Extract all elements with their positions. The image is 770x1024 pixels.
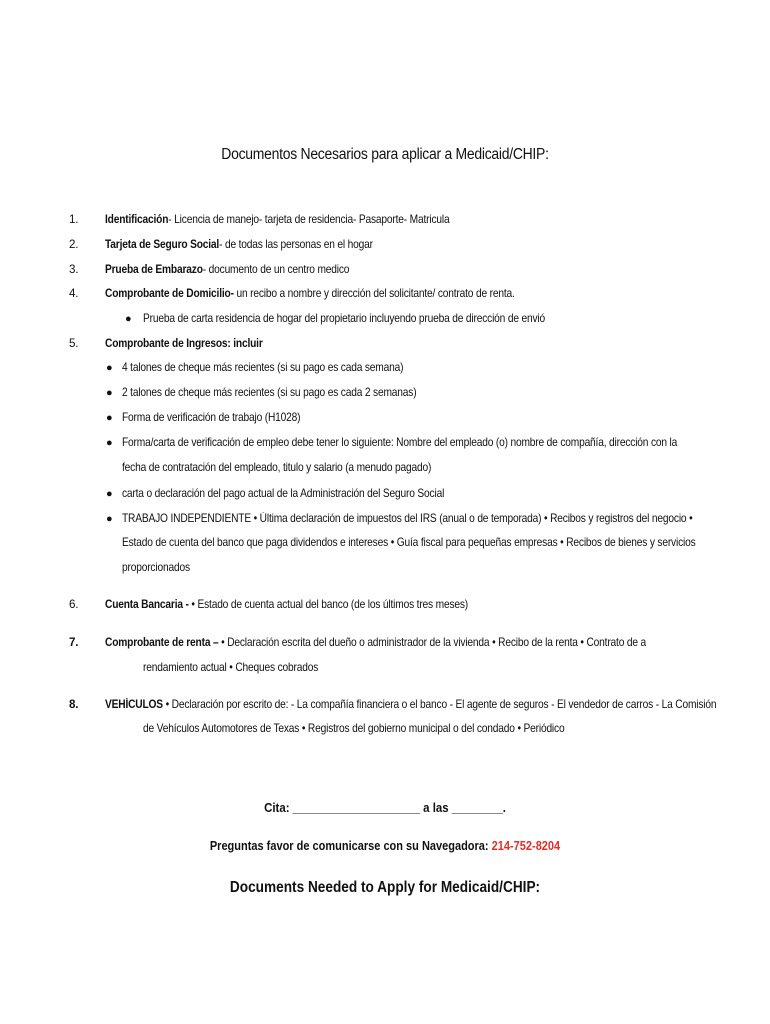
item-text: - documento de un centro medico — [202, 263, 350, 276]
item-number: 1. — [69, 213, 79, 226]
item-text: • Declaración escrita del dueño o administrador de la vivienda • Recibo de la renta • Contrato de a — [218, 636, 647, 649]
phone-number: 214-752-8204 — [491, 839, 561, 853]
appointment-time-label: a las — [423, 800, 449, 815]
contact-text: Preguntas favor de comunicarse con su Navegadora: — [209, 839, 489, 853]
item-label: Comprobante de Ingresos: incluir — [105, 337, 263, 350]
bullet-text: carta o declaración del pago actual de la Administración del Seguro Social — [122, 487, 445, 500]
bullet-text: Forma/carta de verificación de empleo debe tener lo siguiente: Nombre del empleado (o) nombre de compañía, dirección con la — [122, 436, 678, 449]
item-number: 2. — [69, 238, 79, 251]
item-label: Tarjeta de Seguro Social — [105, 238, 220, 251]
bullet-text: 2 talones de cheque más recientes (si su pago es cada 2 semanas) — [122, 386, 417, 399]
item-text: rendamiento actual • Cheques cobrados — [143, 661, 319, 674]
page-title-en: Documents Needed to Apply for Medicaid/CHIP: — [229, 879, 541, 896]
item-label: Comprobante de renta – — [105, 636, 219, 649]
appointment-date-blank: ____________________ — [292, 800, 420, 815]
bullet-text: proporcionados — [122, 561, 190, 574]
bullet-text: 4 talones de cheque más recientes (si su pago es cada semana) — [122, 361, 404, 374]
item-text: • Estado de cuenta actual del banco (de los últimos tres meses) — [188, 598, 469, 611]
appointment-period: . — [502, 800, 506, 815]
bullet-icon: ● — [106, 437, 113, 449]
item-label: Identificación — [105, 213, 169, 226]
appointment-label: Cita: — [264, 800, 290, 815]
appointment-time-blank: ________ — [451, 800, 503, 815]
item-label: Prueba de Embarazo — [105, 263, 203, 276]
item-text: de Vehículos Automotores de Texas • Registros del gobierno municipal o del condado • Periódico — [143, 722, 565, 735]
item-number: 4. — [69, 287, 79, 300]
item-number: 8. — [69, 698, 79, 711]
item-text: - de todas las personas en el hogar — [219, 238, 373, 251]
bullet-icon: ● — [125, 313, 132, 325]
item-number: 3. — [69, 263, 79, 276]
bullet-text: Forma de verificación de trabajo (H1028) — [122, 411, 301, 424]
bullet-text: TRABAJO INDEPENDIENTE • Última declaración de impuestos del IRS (anual o de temporada) • Recibos y registros del negocio • — [122, 512, 693, 525]
bullet-icon: ● — [106, 362, 113, 374]
item-label: VEHÍCULOS — [105, 698, 163, 711]
bullet-text: fecha de contratación del empleado, titulo y salario (a menudo pagado) — [122, 461, 432, 474]
item-text: un recibo a nombre y dirección del solicitante/ contrato de renta. — [233, 287, 515, 300]
bullet-icon: ● — [106, 387, 113, 399]
bullet-icon: ● — [106, 488, 113, 500]
bullet-text: Estado de cuenta del banco que paga dividendos e intereses • Guía fiscal para pequeñas empresas • Recibos de bienes y servicios — [122, 536, 696, 549]
appointment-line — [46, 800, 724, 815]
contact-line — [46, 839, 724, 853]
item-number: 5. — [69, 337, 79, 350]
item-number: 7. — [69, 636, 79, 649]
bullet-text: Prueba de carta residencia de hogar del propietario incluyendo prueba de dirección de envió — [143, 312, 546, 325]
bullet-icon: ● — [106, 412, 113, 424]
item-label: Comprobante de Domicilio- — [105, 287, 234, 300]
page-title-es: Documentos Necesarios para aplicar a Medicaid/CHIP: — [221, 146, 549, 163]
bullet-icon: ● — [106, 513, 113, 525]
item-number: 6. — [69, 598, 79, 611]
item-text: - Licencia de manejo- tarjeta de residencia- Pasaporte- Matricula — [168, 213, 450, 226]
item-text: • Declaración por escrito de: - La compañía financiera o el banco - El agente de seguros - El vendedor de carros - La Comisión — [162, 698, 717, 711]
item-label: Cuenta Bancaria - — [105, 598, 189, 611]
